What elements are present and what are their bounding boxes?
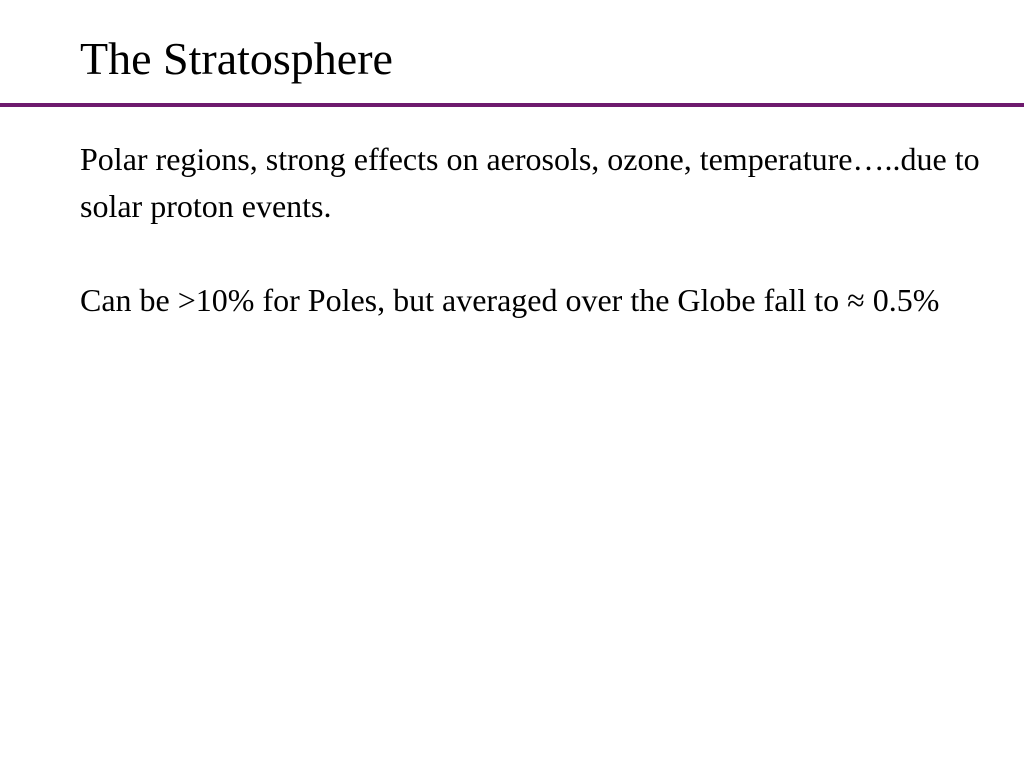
body-paragraph-global-average: Can be >10% for Poles, but averaged over the Globe fall to ≈ 0.5% xyxy=(80,282,940,318)
body-paragraph-polar-effects: Polar regions, strong effects on aerosols, ozone, temperature…..due to solar proton events. xyxy=(80,141,980,224)
title-divider xyxy=(0,103,1024,107)
slide-title: The Stratosphere xyxy=(80,33,393,84)
slide-body xyxy=(80,136,980,371)
